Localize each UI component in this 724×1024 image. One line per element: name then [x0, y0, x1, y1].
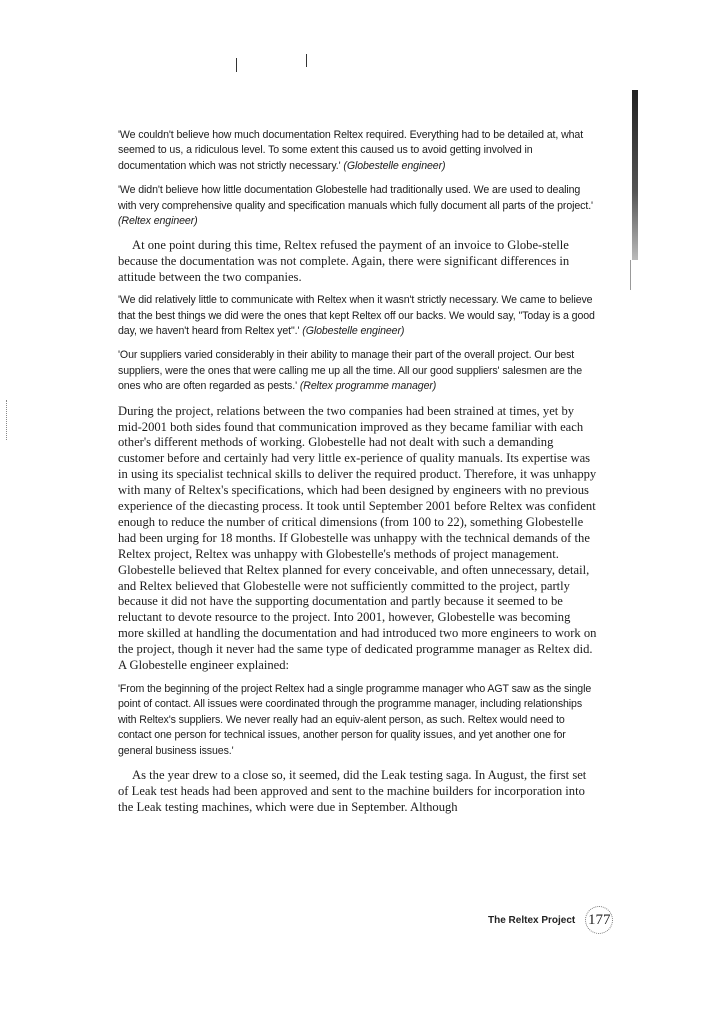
quote-globestelle-1: 'We couldn't believe how much documentation Reltex required. Everything had to be detailed at, what seemed to us, a ridiculous level. To some extent this caused us to avoid getting involved in documentation which was not strictly necessary.' (Globestelle engineer) [118, 129, 584, 172]
scan-mark-2 [306, 54, 307, 67]
quote-globestelle-2: 'We did relatively little to communicate with Reltex when it wasn't strictly necessary. We came to believe that the best things we did were the ones that kept Reltex off our backs. We would say, "Today is a good day, we haven't heard from Reltex yet".' (Globestelle engineer) [118, 294, 595, 337]
paragraph-invoice: At one point during this time, Reltex refused the payment of an invoice to Globe-stelle because the documentation was not complete. Again, there were significant differences in attitude between the two companies. [118, 238, 570, 285]
paragraph-leak-testing: As the year drew to a close so, it seemed, did the Leak testing saga. In August, the first set of Leak test heads had been approved and sent to the machine builders for incorporation into the Leak testing machines, which were due in September. Although [118, 768, 587, 814]
footer-title: The Reltex Project [488, 914, 576, 926]
quote-attribution: (Globestelle engineer) [302, 324, 405, 337]
quote-attribution: (Globestelle engineer) [343, 159, 446, 172]
scan-mark-1 [236, 58, 237, 72]
quote-reltex-1: 'We didn't believe how little documentation Globestelle had traditionally used. We are used to dealing with very comprehensive quality and specification manuals which fully document all parts of the project.' (Reltex engineer) [118, 184, 593, 228]
page-footer [488, 906, 613, 934]
scan-dots [6, 400, 9, 440]
scan-edge-bar [632, 90, 638, 260]
page-number: 177 [585, 906, 613, 934]
quote-attribution: (Reltex programme manager) [299, 380, 437, 393]
quote-attribution: (Reltex engineer) [118, 215, 198, 228]
quote-globestelle-3: 'From the beginning of the project Reltex had a single programme manager who AGT saw as the single point of contact. All issues were coordinated through the programme manager, including relationships with Reltex's suppliers. We never really had an equiv-alent person, as such. Reltex would need to contact one person for technical issues, another person for quality issues, and yet another one for general business issues.' [118, 683, 592, 757]
paragraph-relations: During the project, relations between the two companies had been strained at times, yet by mid-2001 both sides found that communication improved as they became familiar with each other's different methods of working. Globestelle had not dealt with such a demanding customer before and certainly had very little ex-perience of quality manuals. Its expertise was in using its specialist technical skills to deliver the required product. Therefore, it was unhappy with many of Reltex's specifications, which had been designed by engineers with no previous experience of the diecasting process. It took until September 2001 before Reltex was confident enough to reduce the number of critical dimensions (from 100 to 22), something Globestelle had been urging for 18 months. If Globestelle was unhappy with the technical demands of the Reltex project, Reltex was unhappy with Globestelle's methods of project management. Globestelle believed that Reltex planned for every conceivable, and often unnecessary, detail, and Reltex believed that Globestelle were not sufficiently committed to the project, partly because it did not have the supporting documentation and partly because it seemed to be reluctant to devote resource to the project. Into 2001, however, Globestelle was becoming more skilled at handling the documentation and had introduced two more engineers to work on the project, though it never had the same type of dedicated programme manager as Reltex did. A Globestelle engineer explained: [118, 403, 597, 673]
page-body [118, 128, 598, 824]
scan-edge-line [630, 260, 631, 290]
quote-reltex-manager: 'Our suppliers varied considerably in their ability to manage their part of the overall project. Our best suppliers, were the ones that were calling me up all the time. All our good suppliers' salesmen are the ones who are often regarded as pests.' (Reltex programme manager) [118, 349, 582, 393]
